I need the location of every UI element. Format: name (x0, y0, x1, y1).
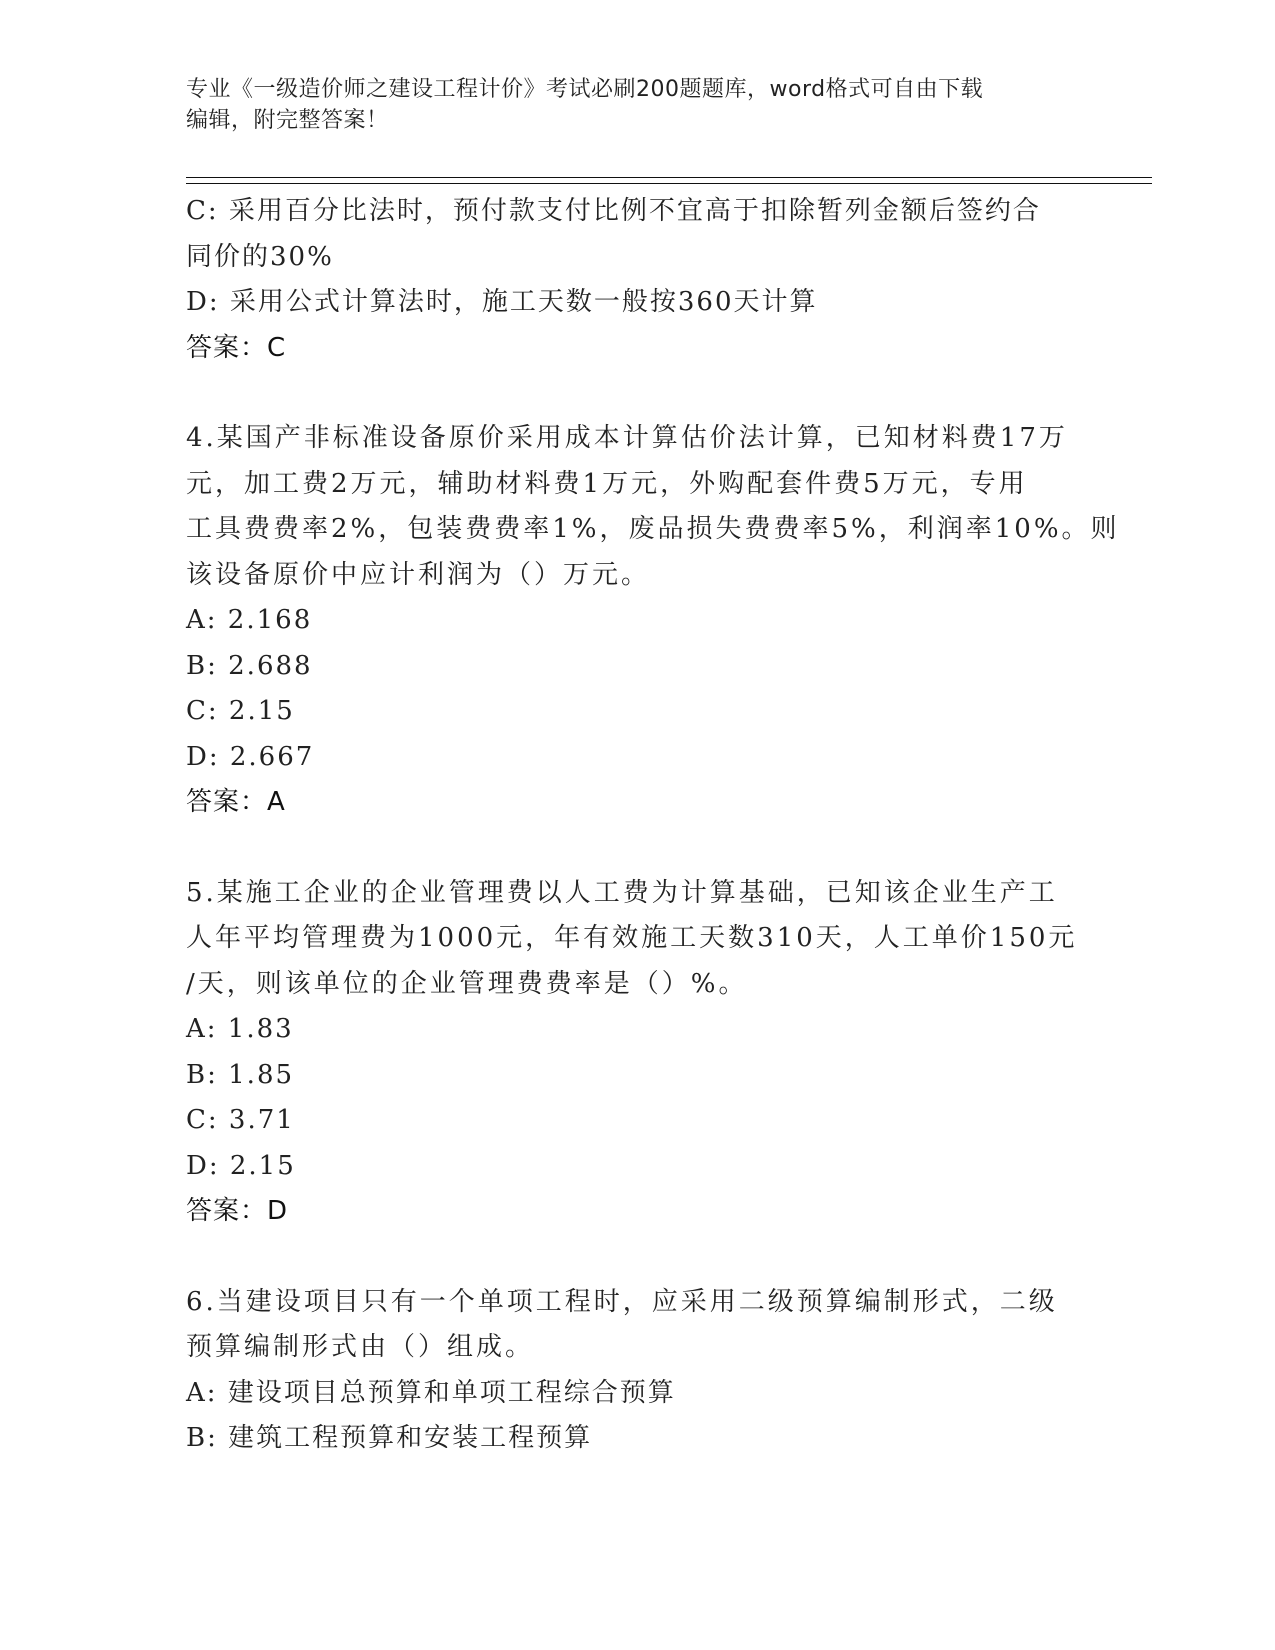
option-c-line-1: C: 采用百分比法时，预付款支付比例不宜高于扣除暂列金额后签约合 (186, 196, 1041, 226)
option-b: B: 1.85 (186, 1059, 295, 1090)
question-body (186, 189, 1120, 1462)
option-d: D: 2.667 (186, 741, 315, 772)
header-rule-bottom (186, 183, 1152, 184)
question-6 (186, 1280, 1086, 1462)
answer: 答案：D (186, 1196, 289, 1226)
answer: 答案：C (186, 332, 287, 363)
question-text-line: 元，加工费2万元，辅助材料费1万元，外购配套件费5万元，专用 (186, 468, 1028, 499)
option-d: D: 2.15 (186, 1150, 296, 1181)
option-a: A: 建设项目总预算和单项工程综合预算 (186, 1377, 676, 1408)
option-a: A: 1.83 (186, 1014, 294, 1044)
question-text-line: 人年平均管理费为1000元，年有效施工天数310天，人工单价150元 (186, 923, 1078, 953)
option-b: B: 建筑工程预算和安装工程预算 (186, 1423, 593, 1453)
question-text-line: /天，则该单位的企业管理费费率是（）%。 (186, 968, 748, 999)
question-4 (186, 416, 1120, 826)
option-c: C: 2.15 (186, 696, 295, 726)
option-c: C: 3.71 (186, 1105, 295, 1135)
question-text-line: 工具费费率2%，包装费费率1%，废品损失费费率5%，利润率10%。则 (186, 514, 1120, 544)
question-5 (186, 871, 1086, 1235)
question-3-tail (186, 189, 1086, 371)
question-text-line: 5.某施工企业的企业管理费以人工费为计算基础，已知该企业生产工 (186, 877, 1058, 908)
option-d: D: 采用公式计算法时，施工天数一般按360天计算 (186, 287, 818, 317)
option-b: B: 2.688 (186, 650, 313, 681)
header-line-1: 专业《一级造价师之建设工程计价》考试必刷200题题库，word格式可自由下载 (186, 77, 984, 102)
answer: 答案：A (186, 787, 286, 817)
question-text-line: 4.某国产非标准设备原价采用成本计算估价法计算，已知材料费17万 (186, 423, 1068, 453)
header-rule-top (186, 177, 1152, 178)
option-c-line-2: 同价的30% (186, 241, 334, 272)
header-line-2: 编辑，附完整答案！ (186, 108, 389, 133)
question-text-line: 6.当建设项目只有一个单项工程时，应采用二级预算编制形式，二级 (186, 1286, 1058, 1317)
question-text-line: 该设备原价中应计利润为（）万元。 (186, 559, 651, 590)
option-a: A: 2.168 (186, 605, 313, 635)
question-text-line: 预算编制形式由（）组成。 (186, 1332, 535, 1362)
page-header (186, 74, 1066, 136)
